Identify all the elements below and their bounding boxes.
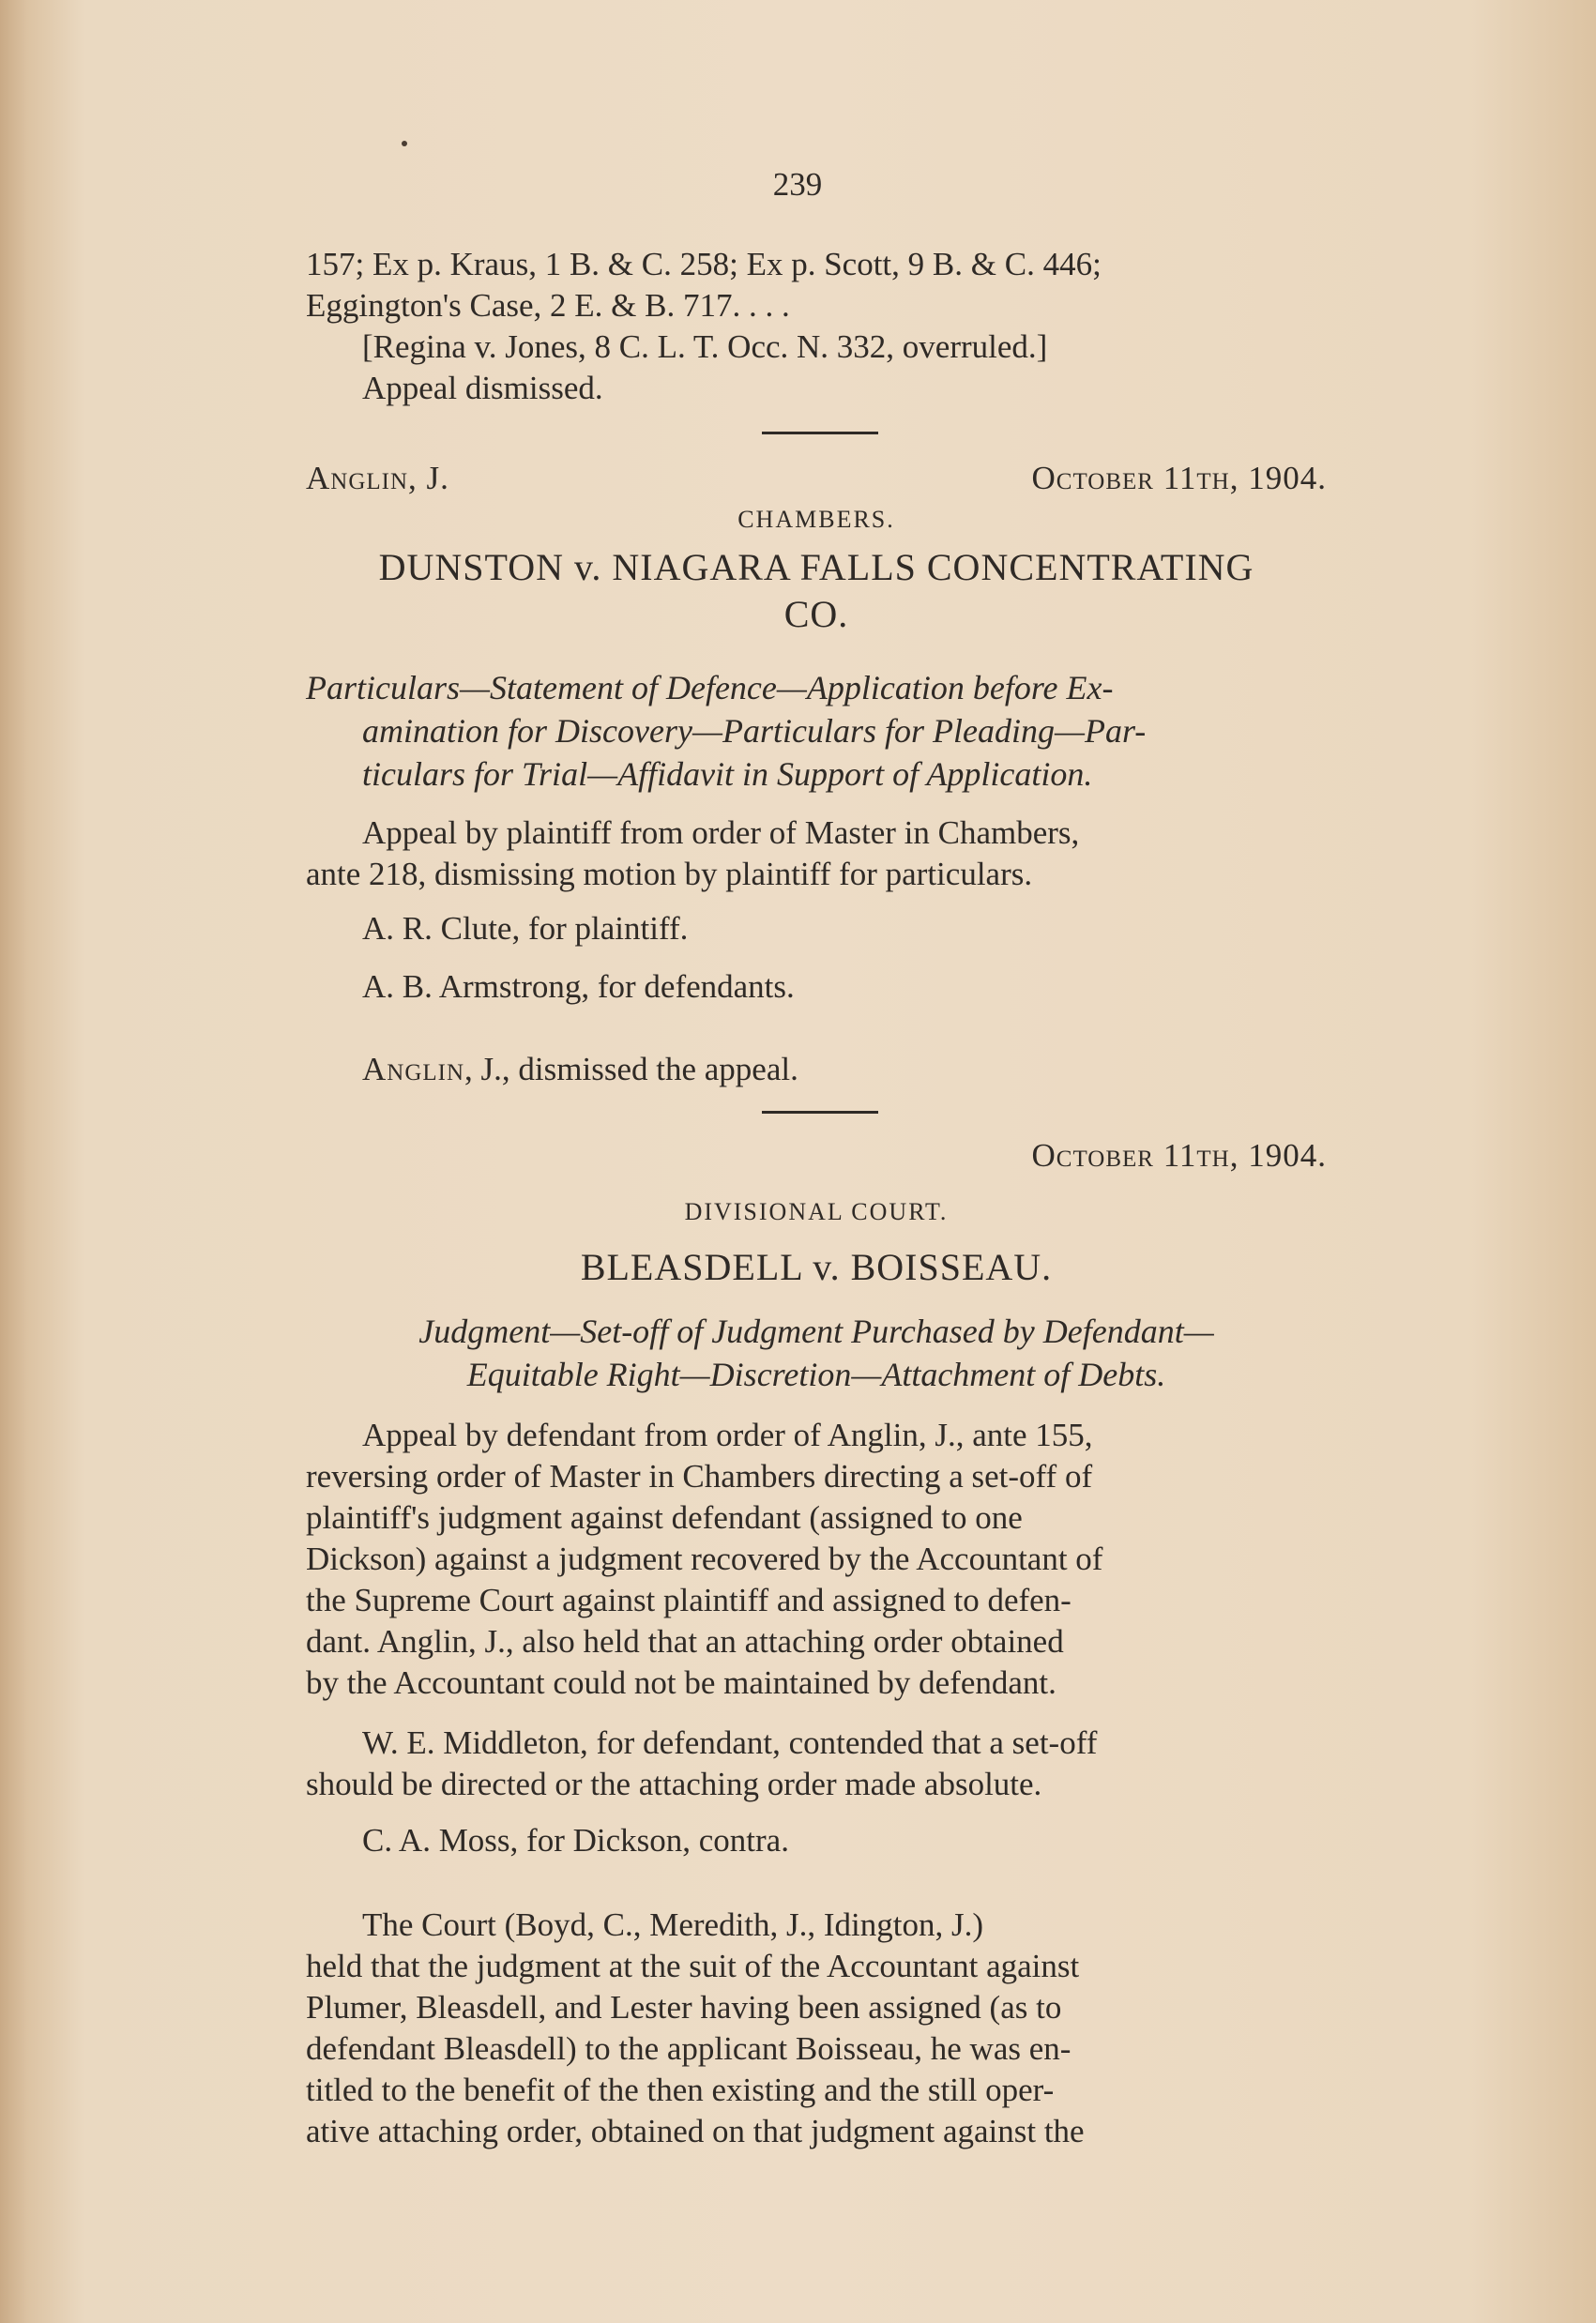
page-number: 239: [772, 166, 823, 203]
judgment-text: , J., dismissed the appeal.: [464, 1051, 798, 1087]
headnote-line: Particulars—Statement of Defence—Application before Ex-: [306, 669, 1114, 706]
citation-block: [306, 244, 1327, 409]
paragraph-line: W. E. Middleton, for defendant, contended that a set-off: [362, 1724, 1098, 1761]
judgment-line: [362, 1049, 798, 1090]
paragraph-line: Appeal by defendant from order of Anglin, J., ante 155,: [362, 1417, 1093, 1453]
citation-line: 157; Ex p. Kraus, 1 B. & C. 258; Ex p. Scott, 9 B. & C. 446;: [306, 246, 1102, 282]
ink-speck: [402, 141, 407, 146]
court-name: DIVISIONAL COURT.: [684, 1198, 949, 1225]
paragraph-line: plaintiff's judgment against defendant (assigned to one: [306, 1499, 1023, 1536]
paragraph-line: Dickson) against a judgment recovered by the Accountant of: [306, 1541, 1103, 1577]
paragraph-line: reversing order of Master in Chambers directing a set-off of: [306, 1458, 1093, 1495]
headnote-line: amination for Discovery—Particulars for Pleading—Par-: [362, 712, 1147, 750]
appeal-result: Appeal dismissed.: [362, 370, 603, 406]
paragraph-line: titled to the benefit of the then existing and the still oper-: [306, 2072, 1055, 2108]
headnote: [306, 1310, 1327, 1396]
paragraph-line: should be directed or the attaching order made absolute.: [306, 1766, 1042, 1802]
section-divider: [762, 432, 878, 434]
overruled-note: [Regina v. Jones, 8 C. L. T. Occ. N. 332, overruled.]: [362, 328, 1048, 365]
section-divider: [762, 1111, 878, 1114]
paragraph-line: held that the judgment at the suit of the Accountant against: [306, 1948, 1080, 1984]
counsel-argument: [306, 1723, 1327, 1805]
headnote-line: Equitable Right—Discretion—Attachment of Debts.: [466, 1356, 1166, 1393]
headnote: [306, 666, 1327, 796]
case-date: October 11th, 1904.: [1031, 460, 1327, 496]
appeal-paragraph: [306, 812, 1327, 895]
paragraph-line: ative attaching order, obtained on that judgment against the: [306, 2113, 1085, 2149]
counsel-plaintiff: A. R. Clute, for plaintiff.: [362, 910, 689, 947]
case-date: October 11th, 1904.: [1031, 1137, 1327, 1174]
case-judge: Anglin, J.: [306, 460, 449, 496]
paragraph-line: The Court (Boyd, C., Meredith, J., Idington, J.): [362, 1906, 984, 1943]
counsel-contra: C. A. Moss, for Dickson, contra.: [362, 1822, 789, 1859]
paragraph-line: the Supreme Court against plaintiff and assigned to defen-: [306, 1582, 1072, 1618]
paragraph-line: defendant Bleasdell) to the applicant Boisseau, he was en-: [306, 2030, 1072, 2067]
case-title: [306, 544, 1327, 638]
paragraph-line: dant. Anglin, J., also held that an attaching order obtained: [306, 1623, 1064, 1660]
court-holding: [306, 1905, 1327, 2152]
headnote-line: Judgment—Set-off of Judgment Purchased by Defendant—: [418, 1313, 1214, 1350]
citation-line: Eggington's Case, 2 E. & B. 717. . . .: [306, 287, 790, 324]
counsel-defendants: A. B. Armstrong, for defendants.: [362, 968, 795, 1005]
case-title: BLEASDELL v. BOISSEAU.: [580, 1246, 1053, 1288]
court-name: CHAMBERS.: [737, 506, 895, 533]
paragraph-line: ante 218, dismissing motion by plaintiff for particulars.: [306, 856, 1033, 892]
case-title-line: DUNSTON v. NIAGARA FALLS CONCENTRATING: [378, 546, 1254, 588]
headnote-line: ticulars for Trial—Affidavit in Support of Application.: [362, 755, 1093, 793]
judge-name: Anglin: [362, 1051, 465, 1087]
paragraph-line: by the Accountant could not be maintained by defendant.: [306, 1664, 1056, 1701]
case-title-line: CO.: [783, 593, 849, 635]
appeal-paragraph: [306, 1415, 1327, 1704]
paragraph-line: Appeal by plaintiff from order of Master in Chambers,: [362, 814, 1080, 851]
paragraph-line: Plumer, Bleasdell, and Lester having been assigned (as to: [306, 1989, 1062, 2026]
